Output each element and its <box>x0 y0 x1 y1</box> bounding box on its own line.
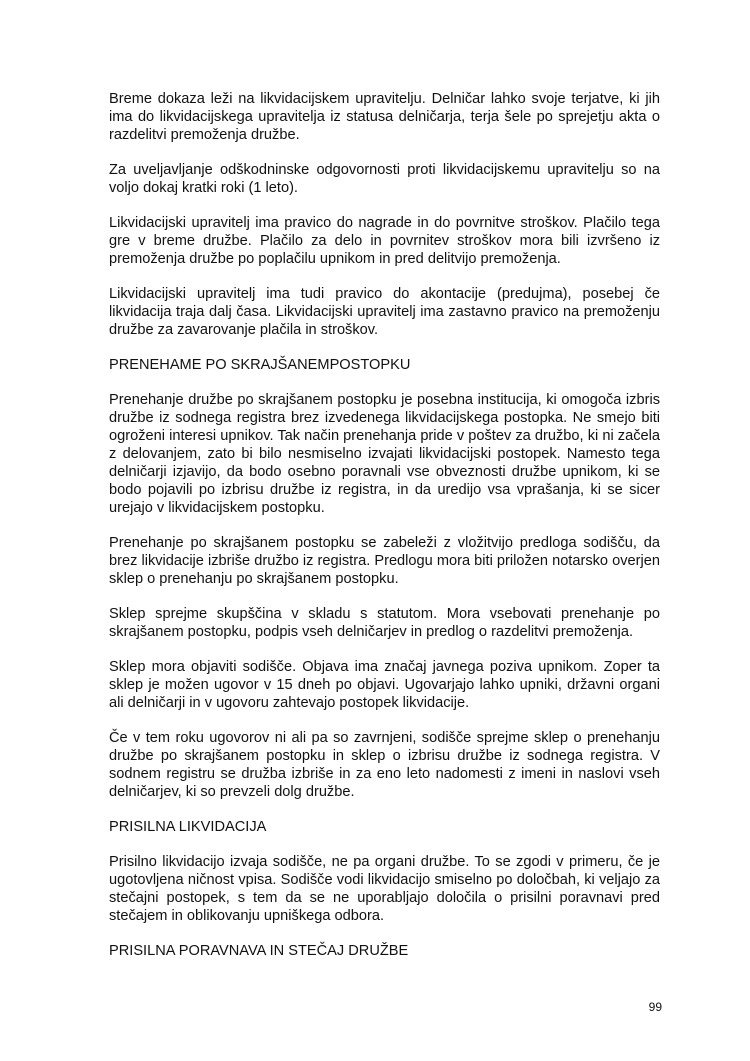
heading-compulsory-settlement-bankruptcy: PRISILNA PORAVNAVA IN STEČAJ DRUŽBE <box>109 943 409 959</box>
paragraph-liability-deadline: Za uveljavljanje odškodninske odgovornosti proti likvidacijskemu upravitelju so na voljo dokaj kratki roki (1 leto). <box>109 162 660 196</box>
paragraph-deletion-from-register: Če v tem roku ugovorov ni ali pa so zavrnjeni, sodišče sprejme sklep o prenehanju družbe po skrajšanem postopku in sklep o izbrisu družbe iz sodnega registra. V sodnem registru se družba izbriše in za eno leto nadomesti z imeni in naslovi vseh delničarjev, ki so prevzeli dolg družbe. <box>109 730 660 800</box>
heading-forced-liquidation: PRISILNA LIKVIDACIJA <box>109 819 267 835</box>
paragraph-shortened-procedure-proposal: Prenehanje po skrajšanem postopku se zabeleži z vložitvijo predloga sodišču, da brez likvidacije izbriše družbo iz registra. Predlogu mora biti priložen notarsko overjen sklep o prenehanju po skrajšanem postopku. <box>109 535 660 587</box>
heading-shortened-procedure: PRENEHAME PO SKRAJŠANEMPOSTOPKU <box>109 357 411 373</box>
paragraph-burden-of-proof: Breme dokaza leži na likvidacijskem upravitelju. Delničar lahko svoje terjatve, ki jih ima do likvidacijskega upravitelja iz statusa delničarja, terja šele po sprejetju akta o razdelitvi premoženja družbe. <box>109 91 660 143</box>
paragraph-reward-and-costs: Likvidacijski upravitelj ima pravico do nagrade in do povrnitve stroškov. Plačilo tega gre v breme družbe. Plačilo za delo in povrnitev stroškov mora bili izvršeno iz premoženja družbe po poplačilu upnikom in pred delitvijo premoženja. <box>109 215 660 267</box>
paragraph-assembly-resolution: Sklep sprejme skupščina v skladu s statutom. Mora vsebovati prenehanje po skrajšanem postopku, podpis vseh delničarjev in predlog o razdelitvi premoženja. <box>109 606 660 640</box>
paragraph-forced-liquidation: Prisilno likvidacijo izvaja sodišče, ne pa organi družbe. To se zgodi v primeru, če je ugotovljena ničnost vpisa. Sodišče vodi likvidacijo smiselno po določbah, ki veljajo za stečajni postopek, s tem da se ne uporabljajo določila o prisilni poravnavi pred stečajem in oblikovanju upniškega odbora. <box>109 854 660 924</box>
paragraph-advance-payment: Likvidacijski upravitelj ima tudi pravico do akontacije (predujma), posebej če likvidacija traja dalj časa. Likvidacijski upravitelj ima zastavno pravico na premoženju družbe za zavarovanje plačila in stroškov. <box>109 286 660 338</box>
document-page <box>109 90 660 977</box>
paragraph-court-publication: Sklep mora objaviti sodišče. Objava ima značaj javnega poziva upnikom. Zoper ta sklep je možen ugovor v 15 dneh po objavi. Ugovarjajo lahko upniki, državni organi ali delničarji in v ugovoru zahtevajo postopek likvidacije. <box>109 659 660 711</box>
paragraph-shortened-procedure-intro: Prenehanje družbe po skrajšanem postopku je posebna institucija, ki omogoča izbris družbe iz sodnega registra brez izvedenega likvidacijskega postopka. Ne smejo biti ogroženi interesi upnikov. Tak način prenehanja pride v poštev za družbo, ki ni začela z delovanjem, zato bi bilo nesmiselno izvajati likvidacijski postopek. Namesto tega delničarji izjavijo, da bodo osebno poravnali vse obveznosti družbe upnikom, ki se bodo pojavili po izbrisu družbe iz registra, in da uredijo vsa vprašanja, ki se sicer urejajo v likvidacijskem postopku. <box>109 392 660 516</box>
page-number: 99 <box>648 1000 662 1014</box>
